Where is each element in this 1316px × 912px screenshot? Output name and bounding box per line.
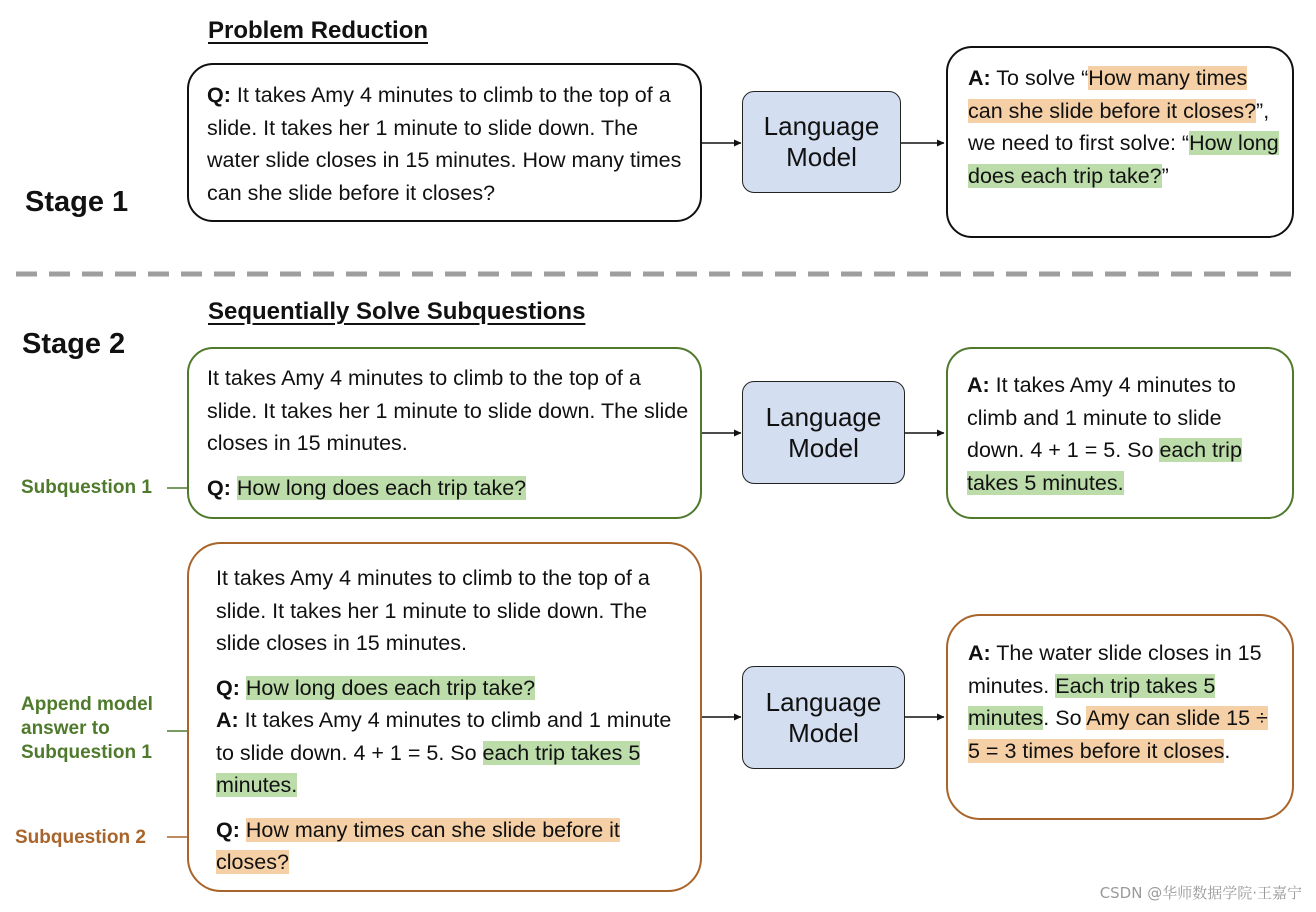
- sub2-prior-question: How long does each trip take?: [245, 675, 536, 700]
- highlight-subquestion2: How many times can she slide before it closes?: [968, 66, 1257, 123]
- sub1-question: How long does each trip take?: [236, 475, 527, 500]
- highlight-trip-time: Each trip takes 5 minutes: [968, 673, 1216, 730]
- highlight-final-answer: Amy can slide 15 ÷ 5 = 3 times before it closes: [968, 706, 1268, 763]
- sub1-context: It takes Amy 4 minutes to climb to the top of a slide. It takes her 1 minute to slide down. The slide closes in 15 minutes.: [207, 366, 689, 455]
- answer-text: The water slide closes in 15 minutes.: [968, 641, 1262, 698]
- sub1-answer-box: [946, 347, 1294, 519]
- q-prefix: Q:: [207, 475, 231, 500]
- subquestion2-label: Subquestion 2: [15, 827, 146, 848]
- sub2-answer-box: [946, 614, 1294, 820]
- sub2-context: It takes Amy 4 minutes to climb to the top of a slide. It takes her 1 minute to slide down. The slide closes in 15 minutes.: [216, 566, 650, 655]
- watermark: CSDN @华师数据学院·王嘉宁: [1099, 884, 1302, 902]
- answer-text: ”, we need to first solve: “: [968, 98, 1270, 155]
- model-label-line2: Model: [786, 142, 857, 172]
- append-answer-label: Append model answer to Subquestion 1: [21, 694, 153, 763]
- model-label-line2: Model: [788, 717, 859, 748]
- a-prefix: A:: [967, 373, 990, 397]
- q-prefix: Q:: [207, 83, 231, 107]
- answer-text: It takes Amy 4 minutes to climb and 1 minute to slide down. 4 + 1 = 5. So: [967, 373, 1236, 462]
- stage1-answer-box: [946, 46, 1294, 238]
- sub2-language-model: [742, 666, 905, 769]
- answer-text: . So: [1043, 706, 1087, 730]
- a-prefix: A:: [968, 641, 991, 665]
- answer-text: ”: [1161, 163, 1169, 188]
- stage1-label: Stage 1: [25, 186, 129, 218]
- model-label-line1: Language: [765, 686, 882, 717]
- a-prefix: A:: [968, 66, 991, 90]
- model-label-line2: Model: [788, 432, 859, 463]
- q-prefix: Q:: [216, 817, 240, 842]
- sub1-question-box: [187, 347, 702, 519]
- q-prefix: Q:: [216, 675, 240, 700]
- highlight-trip-time: each trip takes 5 minutes.: [216, 740, 641, 797]
- stage1-question-text: It takes Amy 4 minutes to climb to the top of a slide. It takes her 1 minute to slide down. The water slide closes in 15 minutes. How many times can she slide before it closes?: [207, 83, 682, 205]
- stage1-heading: Problem Reduction: [208, 17, 429, 44]
- a-prefix: A:: [216, 708, 239, 732]
- stage1-question-box: [187, 63, 702, 222]
- sub2-question-box: [187, 542, 702, 892]
- model-label-line1: Language: [765, 401, 882, 432]
- highlight-trip-time: each trip takes 5 minutes.: [967, 438, 1242, 495]
- stage2-label: Stage 2: [22, 328, 126, 360]
- highlight-subquestion1: How long does each trip take?: [968, 131, 1279, 188]
- stage1-language-model: [742, 91, 901, 193]
- subquestion1-label: Subquestion 1: [21, 477, 152, 498]
- answer-text: To solve “: [996, 66, 1089, 90]
- sub2-question: How many times can she slide before it closes?: [216, 817, 620, 874]
- answer-text: .: [1224, 738, 1231, 763]
- stage2-heading: Sequentially Solve Subquestions: [208, 298, 586, 325]
- prior-answer-text: It takes Amy 4 minutes to climb and 1 minute to slide down. 4 + 1 = 5. So: [216, 708, 672, 765]
- sub1-language-model: [742, 381, 905, 484]
- model-label-line1: Language: [763, 111, 880, 141]
